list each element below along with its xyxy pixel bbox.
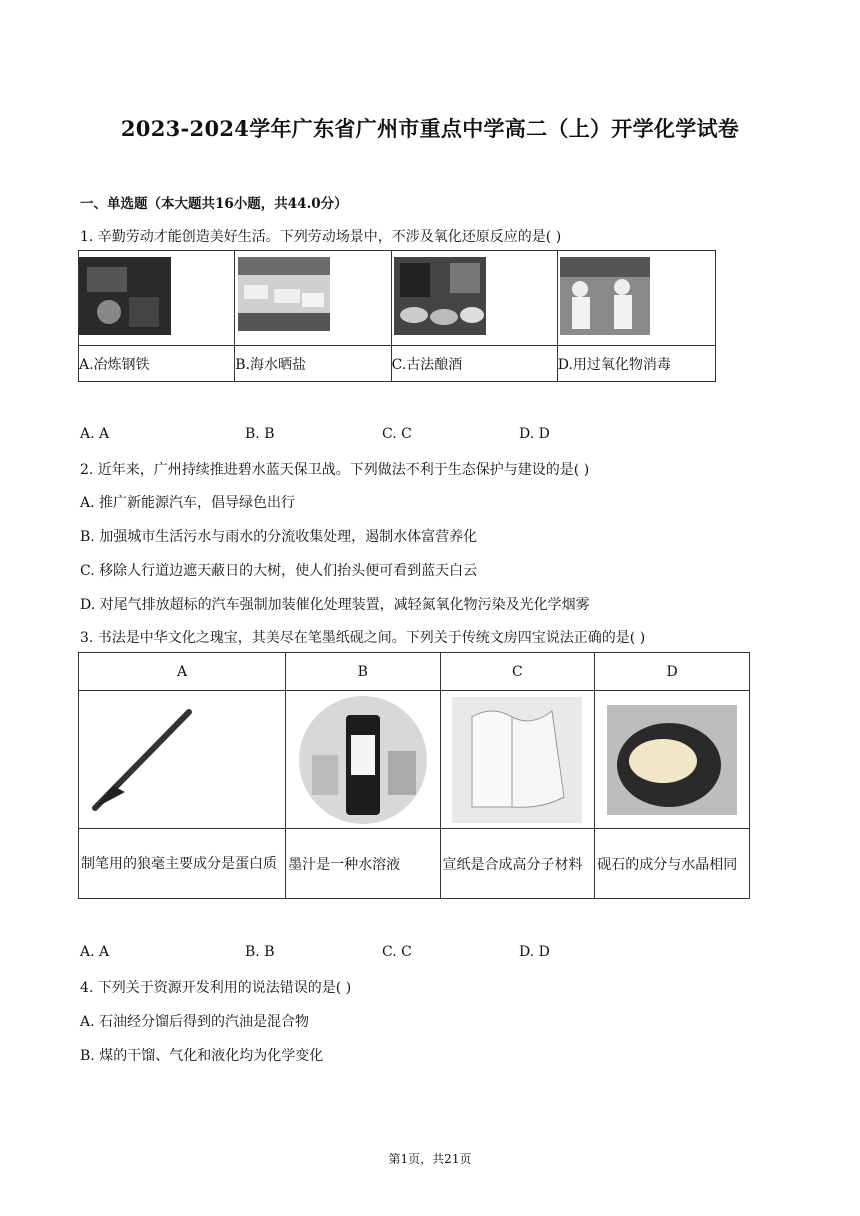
q2-option-b[interactable]: B. 加强城市生活污水与雨水的分流收集处理，遏制水体富营养化	[80, 529, 478, 545]
xuan-paper-image	[452, 697, 582, 823]
q1-label-a: A.冶炼钢铁	[79, 346, 235, 382]
question-2-stem: 2. 近年来，广州持续推进碧水蓝天保卫战。下列做法不利于生态保护与建设的是( )	[80, 462, 590, 478]
q3-option-c[interactable]: C. C	[382, 944, 412, 960]
q3-text-a: 制笔用的狼毫主要成分是蛋白质	[79, 829, 286, 899]
sea-salt-image	[238, 257, 330, 331]
brush-image	[85, 700, 205, 820]
q4-option-a[interactable]: A. 石油经分馏后得到的汽油是混合物	[80, 1014, 310, 1030]
page-title: 2023-2024学年广东省广州市重点中学高二（上）开学化学试卷	[120, 116, 740, 141]
q3-header-a: A	[79, 653, 286, 691]
inkstone-image	[607, 705, 737, 815]
q3-option-a[interactable]: A. A	[80, 944, 110, 960]
q4-option-b[interactable]: B. 煤的干馏、气化和液化均为化学变化	[80, 1048, 324, 1064]
question-3-stem: 3. 书法是中华文化之瑰宝，其美尽在笔墨纸砚之间。下列关于传统文房四宝说法正确的是( )	[80, 630, 646, 646]
q1-image-cell-b	[235, 251, 391, 346]
q3-image-cell-c	[440, 691, 595, 829]
q3-image-cell-b	[286, 691, 440, 829]
q2-option-d[interactable]: D. 对尾气排放超标的汽车强制加装催化处理装置，减轻氮氧化物污染及光化学烟雾	[80, 597, 590, 613]
q2-option-c[interactable]: C. 移除人行道边遮天蔽日的大树，使人们抬头便可看到蓝天白云	[80, 563, 478, 579]
q1-label-c: C.古法酿酒	[391, 346, 557, 382]
q3-header-c: C	[440, 653, 595, 691]
disinfection-image	[560, 257, 650, 335]
q3-option-b[interactable]: B. B	[245, 944, 275, 960]
q1-option-b[interactable]: B. B	[245, 426, 275, 442]
question-3-table	[78, 652, 750, 899]
q3-image-cell-a	[79, 691, 286, 829]
question-1-table	[78, 250, 716, 382]
question-1-stem: 1. 辛勤劳动才能创造美好生活。下列劳动场景中，不涉及氧化还原反应的是( )	[80, 229, 562, 245]
page-footer: 第1页，共21页	[388, 1152, 472, 1166]
q1-option-d[interactable]: D. D	[519, 426, 550, 442]
ink-bottle-image	[298, 695, 428, 825]
section-heading: 一、单选题（本大题共16小题，共44.0分）	[80, 196, 348, 212]
q1-image-cell-a	[79, 251, 235, 346]
q3-header-d: D	[595, 653, 750, 691]
q1-image-cell-c	[391, 251, 557, 346]
question-4-stem: 4. 下列关于资源开发利用的说法错误的是( )	[80, 980, 352, 996]
q3-image-cell-d	[595, 691, 750, 829]
q3-option-d[interactable]: D. D	[519, 944, 550, 960]
q3-text-b: 墨汁是一种水溶液	[286, 829, 440, 899]
q1-label-d: D.用过氧化物消毒	[557, 346, 715, 382]
q1-image-cell-d	[557, 251, 715, 346]
q1-option-a[interactable]: A. A	[80, 426, 110, 442]
q2-option-a[interactable]: A. 推广新能源汽车，倡导绿色出行	[80, 495, 296, 511]
ancient-brewing-image	[394, 257, 486, 335]
steel-smelting-image	[79, 257, 171, 335]
q3-header-b: B	[286, 653, 440, 691]
q3-text-c: 宣纸是合成高分子材料	[440, 829, 595, 899]
q1-label-b: B.海水晒盐	[235, 346, 391, 382]
q1-option-c[interactable]: C. C	[382, 426, 412, 442]
q3-text-d: 砚石的成分与水晶相同	[595, 829, 750, 899]
